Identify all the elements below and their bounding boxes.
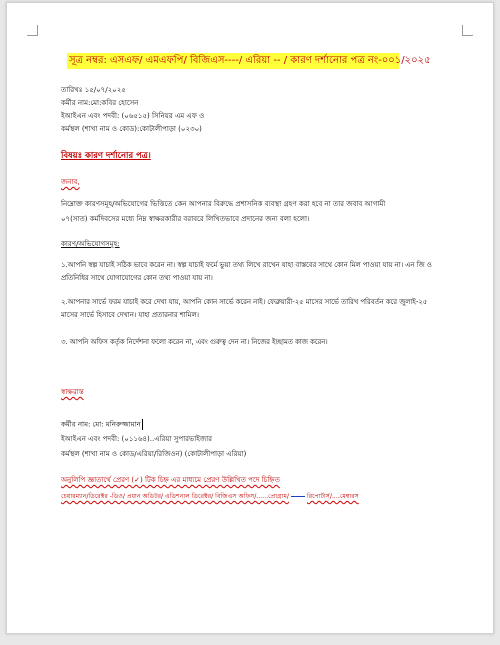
signature-label: স্বাক্ষরান্ত: [61, 388, 84, 396]
crop-mark-top-right: [462, 25, 473, 36]
cc-recipients-part-a: চেয়ারম্যান/ডিরেক্টর -ডিও/ প্রধান অডিটর/ এডিশনাল ডিরেক্টর/ বিজিএস অফিস/......প্রোগ্রাম/: [61, 493, 289, 500]
recipient-workplace: কর্মস্থল (শাখা নাম ও কোড/এরিয়া/রিজিওন) (কোটালীপাড়া এরিয়া): [61, 450, 247, 458]
reason-item-3: ৩. আপনি অফিস কর্তৃক নির্দেশনা ফলো করেন না, এবং গুরুত্ব দেন না। নিজের ইচ্ছামত কাজ করেন।: [61, 338, 328, 346]
cc-recipients-part-b: রিপোর্টার্স/....মেম্বারস: [306, 493, 359, 500]
crop-mark-top-left: [27, 25, 38, 36]
blank-line: [291, 496, 305, 497]
cc-heading: অনুলিপি জ্ঞাতার্থে প্রেরণ (✓) টিক চিহ্ন এর মাধ্যমে প্রেরণ উল্লিখিত পদে চিহ্নিত: [61, 476, 280, 484]
issuer-id-designation: ইআইএন এবং পদবী: (০৬৫১৫) সিনিয়র এম এফ ও: [61, 112, 205, 120]
recipient-name-row: [61, 419, 143, 430]
issuer-name: কর্মীর নাম:মো:কবির হোসেন: [61, 99, 139, 107]
issuer-workplace: কর্মস্থল (শাখা নাম ও কোড):কোটালীপাড়া (০২৩০): [61, 125, 202, 133]
recipient-name: কর্মীর নাম: মো: মনিরুজ্জামান: [61, 420, 141, 429]
intro-line-1: নিম্নোক্ত কারণসমূহ/অভিযোগের ভিত্তিতে কেন আপনার বিরুদ্ধে প্রশাসনিক ব্যবস্থা গ্রহণ করা হবে না তার জবাব আগামী: [61, 200, 386, 208]
reference-title: সূত্র নম্বর: এসএফ/ এমএফপি/ বিজিএস----/ এরিয়া -- / কারণ দর্শানোর পত্র নং-০০১/২০২৫: [67, 53, 399, 69]
date-line: তারিখঃ ১৫/০৭/২০২৫: [61, 86, 126, 94]
reason-item-1: ১.আপনি স্বল্প যাচাই সঠিক ভাবে করেন না। স্বল্প যাচাই ফর্মে ভুয়া তথ্য লিখে রাখেন যাহা বাস্তবের সাথে কোন মিল পাওয়া যায় না। এন জি ও প্রতিনিধির সাথে যোগাযোগের কোন তথ্য পাওয়া যায় না।: [61, 261, 432, 282]
subject-line: বিষয়ঃ কারণ দর্শানোর পত্র।: [61, 150, 151, 160]
recipient-id-designation: ইআইএন এবং পদবী: (০১১৬৪)..এরিয়া সুপারভাইজার: [61, 435, 213, 443]
text-cursor: [142, 419, 143, 430]
reasons-heading: কারণ/অভিযোগসমূহ:: [61, 240, 120, 248]
intro-line-2: ০৭(সাত) কর্মদিবসের মধ্যে নিম্ন স্বাক্ষরকারীর বরাবরে লিখিতভাবে প্রদানের জন্য বলা হলো।: [61, 215, 310, 223]
document-page: [6, 2, 494, 634]
salutation: জনাব,: [61, 178, 80, 186]
reason-item-2: ২.আপনার সার্ভে ফরম যাচাই করে দেখা যায়, আপনি কোন সার্ভে করেন নাই। ফেব্রুয়ারী-২৫ মাসের সার্ভে তারিখ পরিবর্তন করে জুলাই-২৫ মাসের সার্ভে হিসাবে দেখান। যাহা প্রতারনার শামিল।: [61, 298, 428, 319]
cc-recipients-row: [61, 492, 359, 502]
